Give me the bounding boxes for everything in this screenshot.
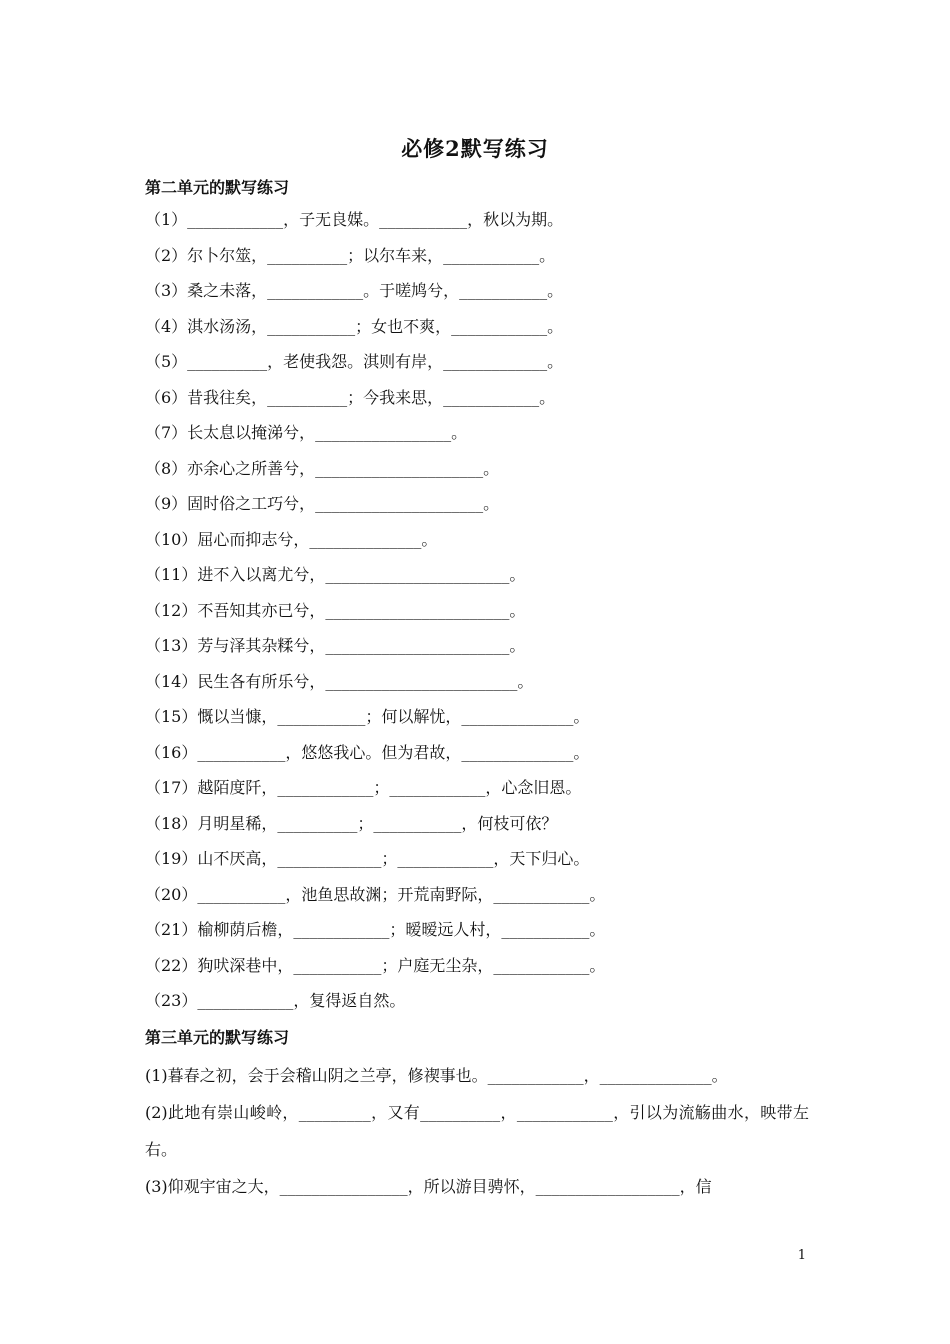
exercise-item: （8）亦余心之所善兮，_____________________。 bbox=[145, 458, 500, 478]
page-number: 1 bbox=[797, 1248, 806, 1263]
exercise-item: （18）月明星稀，__________；___________，何枝可依？ bbox=[145, 813, 558, 833]
exercise-item: （22）狗吠深巷中，___________；户庭无尘杂，____________。 bbox=[145, 955, 606, 975]
exercise-item: （10）屈心而抑志兮，______________。 bbox=[145, 529, 438, 549]
exercise-item: （13）芳与泽其杂糅兮，_______________________。 bbox=[145, 636, 526, 655]
page-title: 必修2默写练习 bbox=[401, 136, 549, 161]
exercise-item: (1)暮春之初，会于会稽山阴之兰亭，修禊事也。____________，______________。 bbox=[145, 1066, 728, 1085]
exercise-item: （23）____________，复得返自然。 bbox=[145, 991, 406, 1010]
section2-heading: 第二单元的默写练习 bbox=[145, 178, 290, 197]
exercise-item: （17）越陌度阡，____________；____________，心念旧恩。 bbox=[145, 778, 582, 797]
exercise-item: （14）民生各有所乐兮，________________________。 bbox=[145, 671, 534, 691]
exercise-item: （12）不吾知其亦已兮，_______________________。 bbox=[145, 600, 526, 620]
exercise-item: （19）山不厌高，_____________；____________，天下归心。 bbox=[145, 849, 590, 868]
exercise-item: (3)仰观宇宙之大，________________，所以游目骋怀，__________________，信 bbox=[145, 1177, 712, 1196]
exercise-item: （2）尔卜尔筮，__________；以尔车来，____________。 bbox=[145, 245, 556, 265]
exercise-item: （5）__________，老使我怨。淇则有岸，_____________。 bbox=[145, 352, 564, 371]
exercise-item: （20）___________，池鱼思故渊；开荒南野际，____________。 bbox=[145, 884, 606, 904]
exercise-item: （16）___________，悠悠我心。但为君故，______________。 bbox=[145, 742, 590, 762]
exercise-item: （3）桑之未落，____________。于嗟鸠兮，___________。 bbox=[145, 281, 564, 300]
exercise-item: （7）长太息以掩涕兮，_________________。 bbox=[145, 423, 468, 442]
section3-list bbox=[145, 1057, 809, 1205]
exercise-item: （4）淇水汤汤，___________；女也不爽，____________。 bbox=[145, 316, 564, 336]
exercise-item: （15）慨以当慷，___________；何以解忧，______________。 bbox=[145, 707, 590, 726]
section2-list bbox=[145, 207, 825, 1024]
exercise-item: （21）榆柳荫后檐，____________；暧暧远人村，___________。 bbox=[145, 920, 606, 939]
exercise-item: (2)此地有崇山峻岭，_________，又有__________，____________，引以为流觞曲水，映带左右。 bbox=[145, 1103, 809, 1159]
exercise-item: （6）昔我往矣，__________；今我来思，____________。 bbox=[145, 387, 556, 407]
exercise-item: （9）固时俗之工巧兮，_____________________。 bbox=[145, 494, 500, 513]
exercise-item: （1）____________，子无良媒。___________，秋以为期。 bbox=[145, 210, 564, 229]
exercise-item: （11）进不入以离尤兮，_______________________。 bbox=[145, 565, 526, 584]
section3-heading: 第三单元的默写练习 bbox=[145, 1028, 290, 1047]
